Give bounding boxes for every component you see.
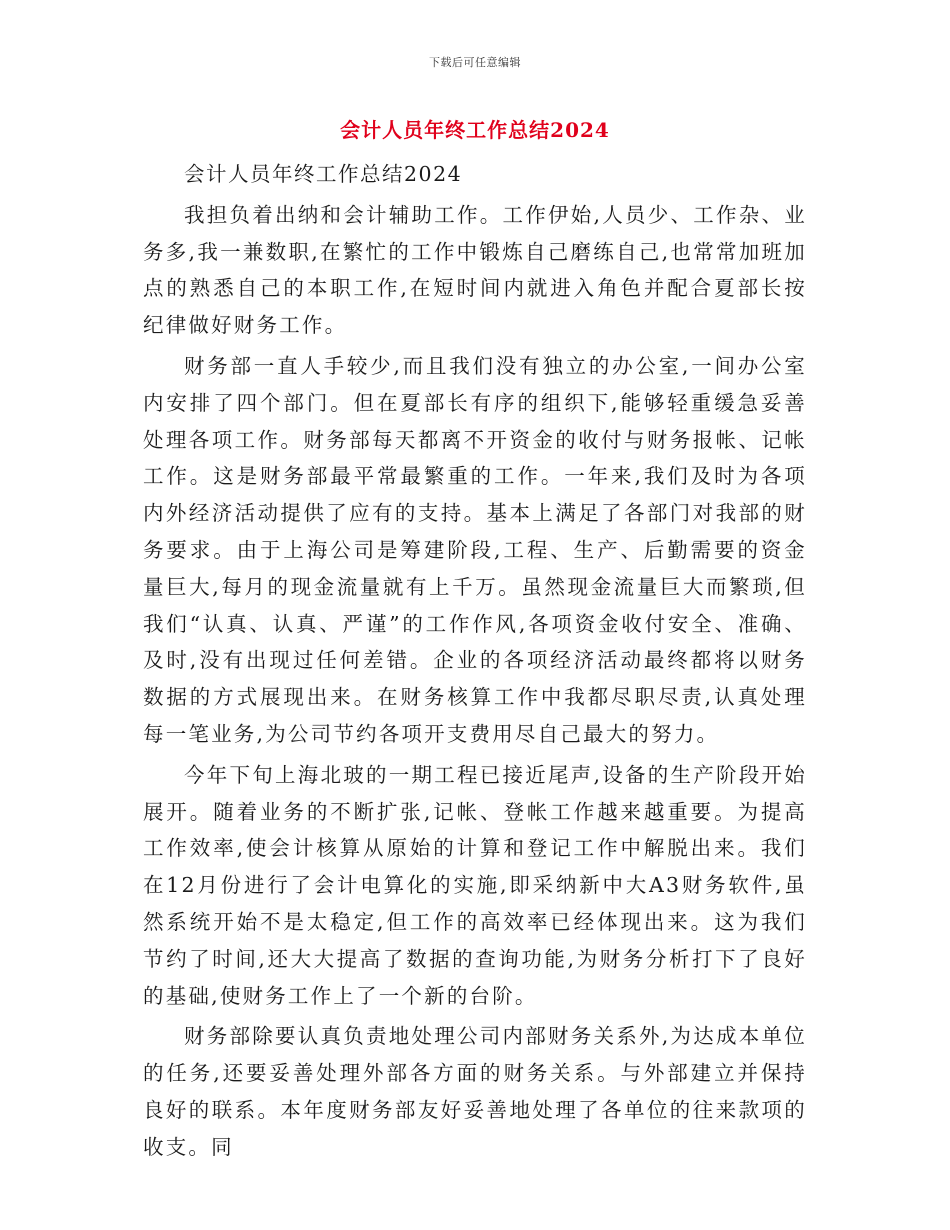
paragraph-1: 我担负着出纳和会计辅助工作。工作伊始,人员少、工作杂、业务多,我一兼数职,在繁忙的工作中锻炼自己磨练自己,也常常加班加点的熟悉自己的本职工作,在短时间内就进入角色并配合夏部长按纪律做好财务工作。 <box>143 202 807 338</box>
paragraph-4: 财务部除要认真负责地处理公司内部财务关系外,为达成本单位的任务,还要妥善处理外部各方面的财务关系。与外部建立并保持良好的联系。本年度财务部友好妥善地处理了各单位的往来款项的收支。同 <box>143 1024 807 1159</box>
paragraph-3: 今年下旬上海北玻的一期工程已接近尾声,设备的生产阶段开始展开。随着业务的不断扩张,记帐、登帐工作越来越重要。为提高工作效率,使会计核算从原始的计算和登记工作中解脱出来。我们在12月份进行了会计电算化的实施,即采纳新中大A3财务软件,虽然系统开始不是太稳定,但工作的高效率已经体现出来。这为我们节约了时间,还大大提高了数据的查询功能,为财务分析打下了良好的基础,使财务工作上了一个新的台阶。 <box>143 762 807 1008</box>
paragraph-2: 财务部一直人手较少,而且我们没有独立的办公室,一间办公室内安排了四个部门。但在夏部长有序的组织下,能够轻重缓急妥善处理各项工作。财务部每天都离不开资金的收付与财务报帐、记帐工作。这是财务部最平常最繁重的工作。一年来,我们及时为各项内外经济活动提供了应有的支持。基本上满足了各部门对我部的财务要求。由于上海公司是筹建阶段,工程、生产、后勤需要的资金量巨大,每月的现金流量就有上千万。虽然现金流量巨大而繁琐,但我们“认真、认真、严谨”的工作作风,各项资金收付安全、准确、及时,没有出现过任何差错。企业的各项经济活动最终都将以财务数据的方式展现出来。在财务核算工作中我都尽职尽责,认真处理每一笔业务,为公司节约各项开支费用尽自己最大的努力。 <box>143 353 807 746</box>
document-body <box>143 156 807 1170</box>
document-subtitle: 会计人员年终工作总结2024 <box>184 162 463 186</box>
document-title: 会计人员年终工作总结2024 <box>340 118 610 142</box>
header-note: 下载后可任意编辑 <box>429 56 521 69</box>
